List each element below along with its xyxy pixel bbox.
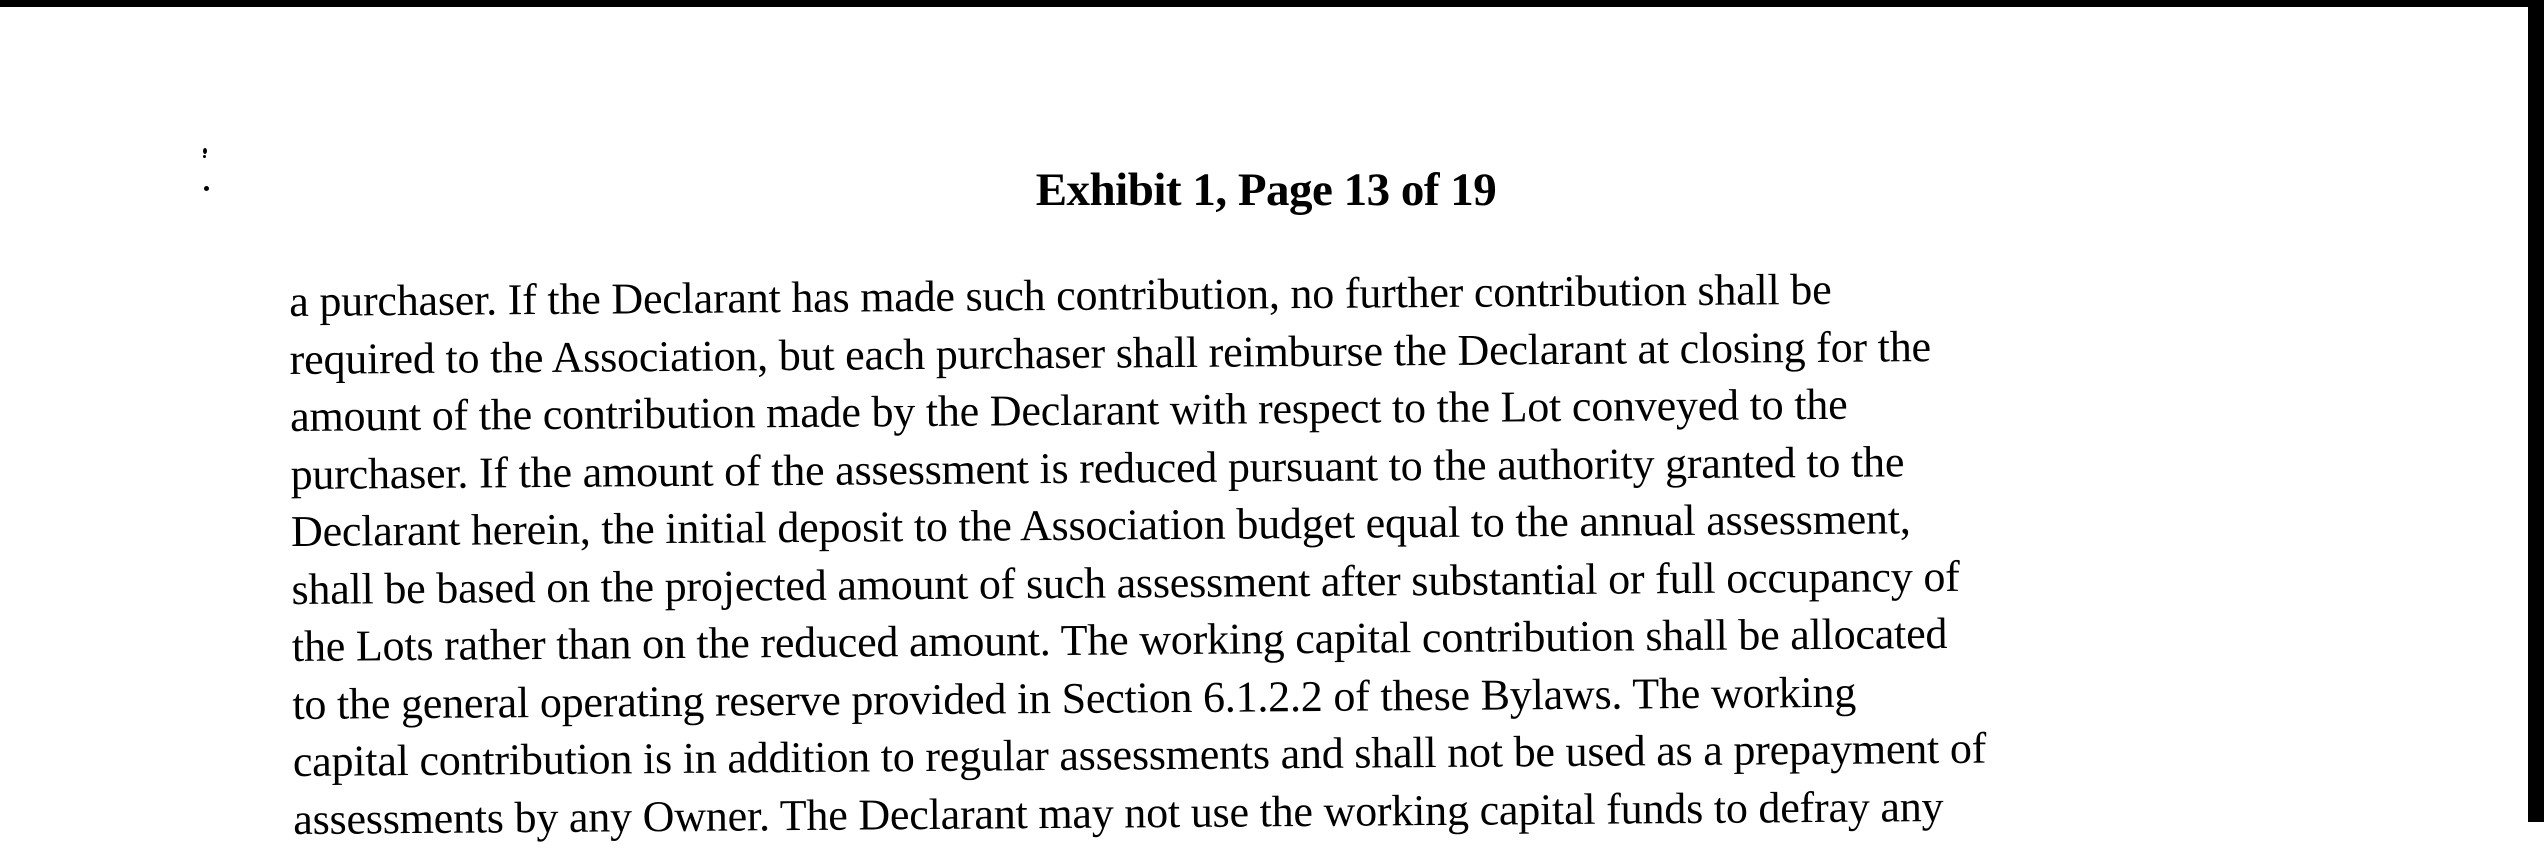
scan-border-right	[2528, 0, 2544, 822]
text-line: assessments by any Owner. The Declarant may not use the working capital funds to defray any	[293, 781, 1944, 844]
scan-border-top	[0, 0, 2544, 7]
scan-speck	[203, 155, 206, 158]
text-line: required to the Association, but each purchaser shall reimburse the Declarant at closing for the	[289, 321, 1932, 384]
text-line: capital contribution is in addition to regular assessments and shall not be used as a prepayment of	[292, 723, 1987, 786]
exhibit-page-title: Exhibit 1, Page 13 of 19	[1035, 164, 1497, 216]
text-line: the Lots rather than on the reduced amount. The working capital contribution shall be allocated	[291, 608, 1948, 671]
scan-speck	[203, 148, 207, 154]
text-line: purchaser. If the amount of the assessment is reduced pursuant to the authority granted to the	[290, 436, 1905, 499]
text-line: shall be based on the projected amount of such assessment after substantial or full occupancy of	[291, 551, 1960, 614]
text-line: to the general operating reserve provided in Section 6.1.2.2 of these Bylaws. The working	[292, 667, 1857, 729]
text-line: amount of the contribution made by the Declarant with respect to the Lot conveyed to the	[289, 379, 1848, 441]
page-header	[0, 160, 2544, 220]
body-paragraph	[289, 257, 2293, 848]
text-line: Declarant herein, the initial deposit to the Association budget equal to the annual assessment,	[290, 494, 1911, 556]
text-line: a purchaser. If the Declarant has made such contribution, no further contribution shall be	[289, 264, 1832, 326]
